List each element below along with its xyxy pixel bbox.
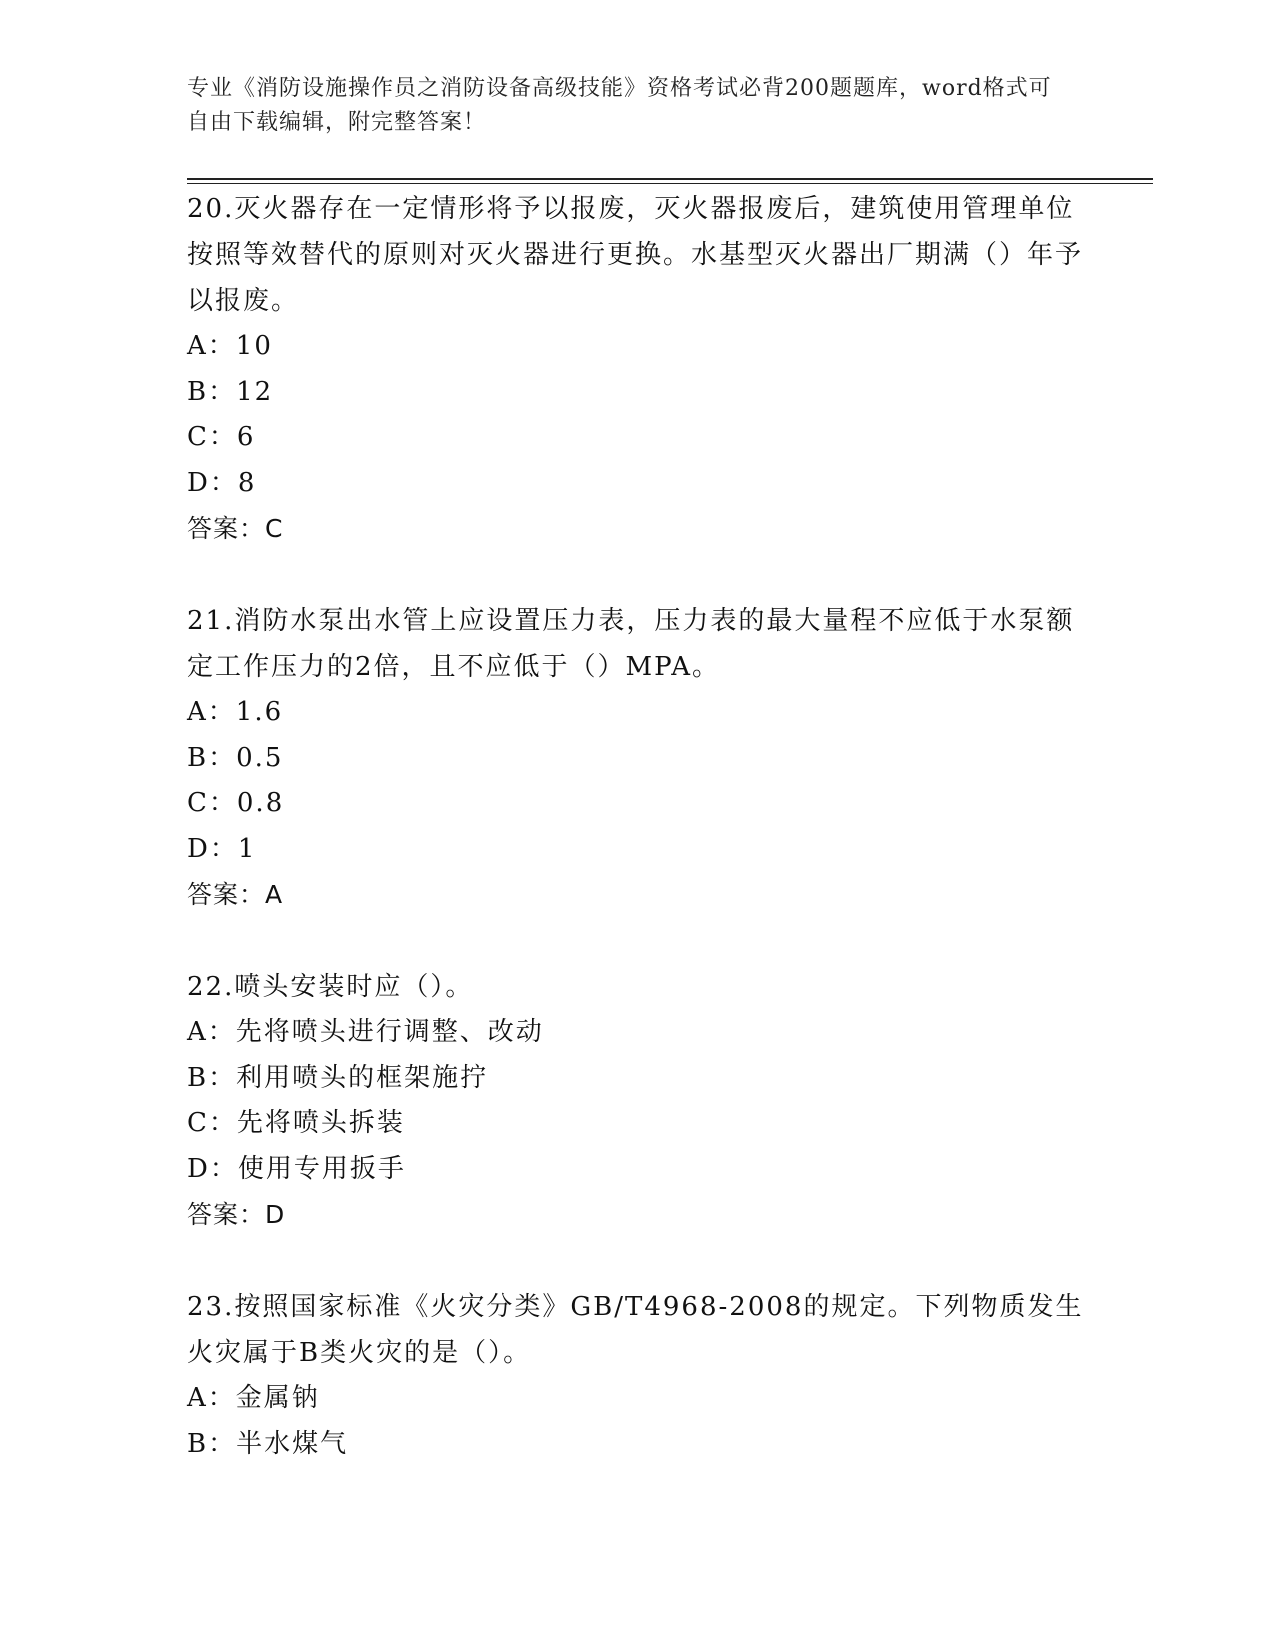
page-header: 专业《消防设施操作员之消防设备高级技能》资格考试必背200题题库，word格式可自由下载编辑，附完整答案！ [187, 76, 1052, 135]
answer-line: 答案：C [187, 514, 284, 543]
question-text: 20.灭火器存在一定情形将予以报废，灭火器报废后，建筑使用管理单位按照等效替代的原则对灭火器进行更换。水基型灭火器出厂期满（）年予以报废。 [187, 194, 1084, 316]
header-rule-thick [187, 178, 1153, 180]
question-spacer [187, 552, 1087, 598]
answer-line: 答案：A [187, 880, 284, 909]
question-22 [187, 964, 1087, 1238]
header-rule-thin [187, 183, 1153, 184]
option-d: D：使用专用扳手 [187, 1153, 406, 1184]
question-text: 22.喷头安装时应（）。 [187, 972, 474, 1002]
question-text: 21.消防水泵出水管上应设置压力表，压力表的最大量程不应低于水泵额定工作压力的2倍，且不应低于（）MPA。 [187, 606, 1075, 682]
question-23 [187, 1284, 1087, 1467]
option-a: A：金属钠 [187, 1383, 320, 1413]
option-d: D：8 [187, 467, 257, 498]
option-c: C：先将喷头拆装 [187, 1108, 405, 1138]
question-list [187, 186, 1087, 1467]
option-a: A：先将喷头进行调整、改动 [187, 1017, 544, 1047]
option-c: C：6 [187, 422, 256, 452]
option-b: B：利用喷头的框架施拧 [187, 1062, 489, 1093]
option-a: A：10 [187, 331, 273, 361]
option-b: B：12 [187, 376, 274, 407]
question-text: 23.按照国家标准《火灾分类》GB/T4968-2008的规定。下列物质发生火灾属于B类火灾的是（）。 [187, 1292, 1084, 1368]
question-spacer [187, 918, 1087, 964]
option-b: B：半水煤气 [187, 1428, 349, 1459]
option-a: A：1.6 [187, 697, 284, 727]
answer-line: 答案：D [187, 1200, 286, 1229]
question-spacer [187, 1238, 1087, 1284]
option-c: C：0.8 [187, 788, 285, 818]
question-21 [187, 598, 1087, 918]
option-b: B：0.5 [187, 742, 284, 773]
question-20 [187, 186, 1087, 552]
option-d: D：1 [187, 833, 257, 864]
